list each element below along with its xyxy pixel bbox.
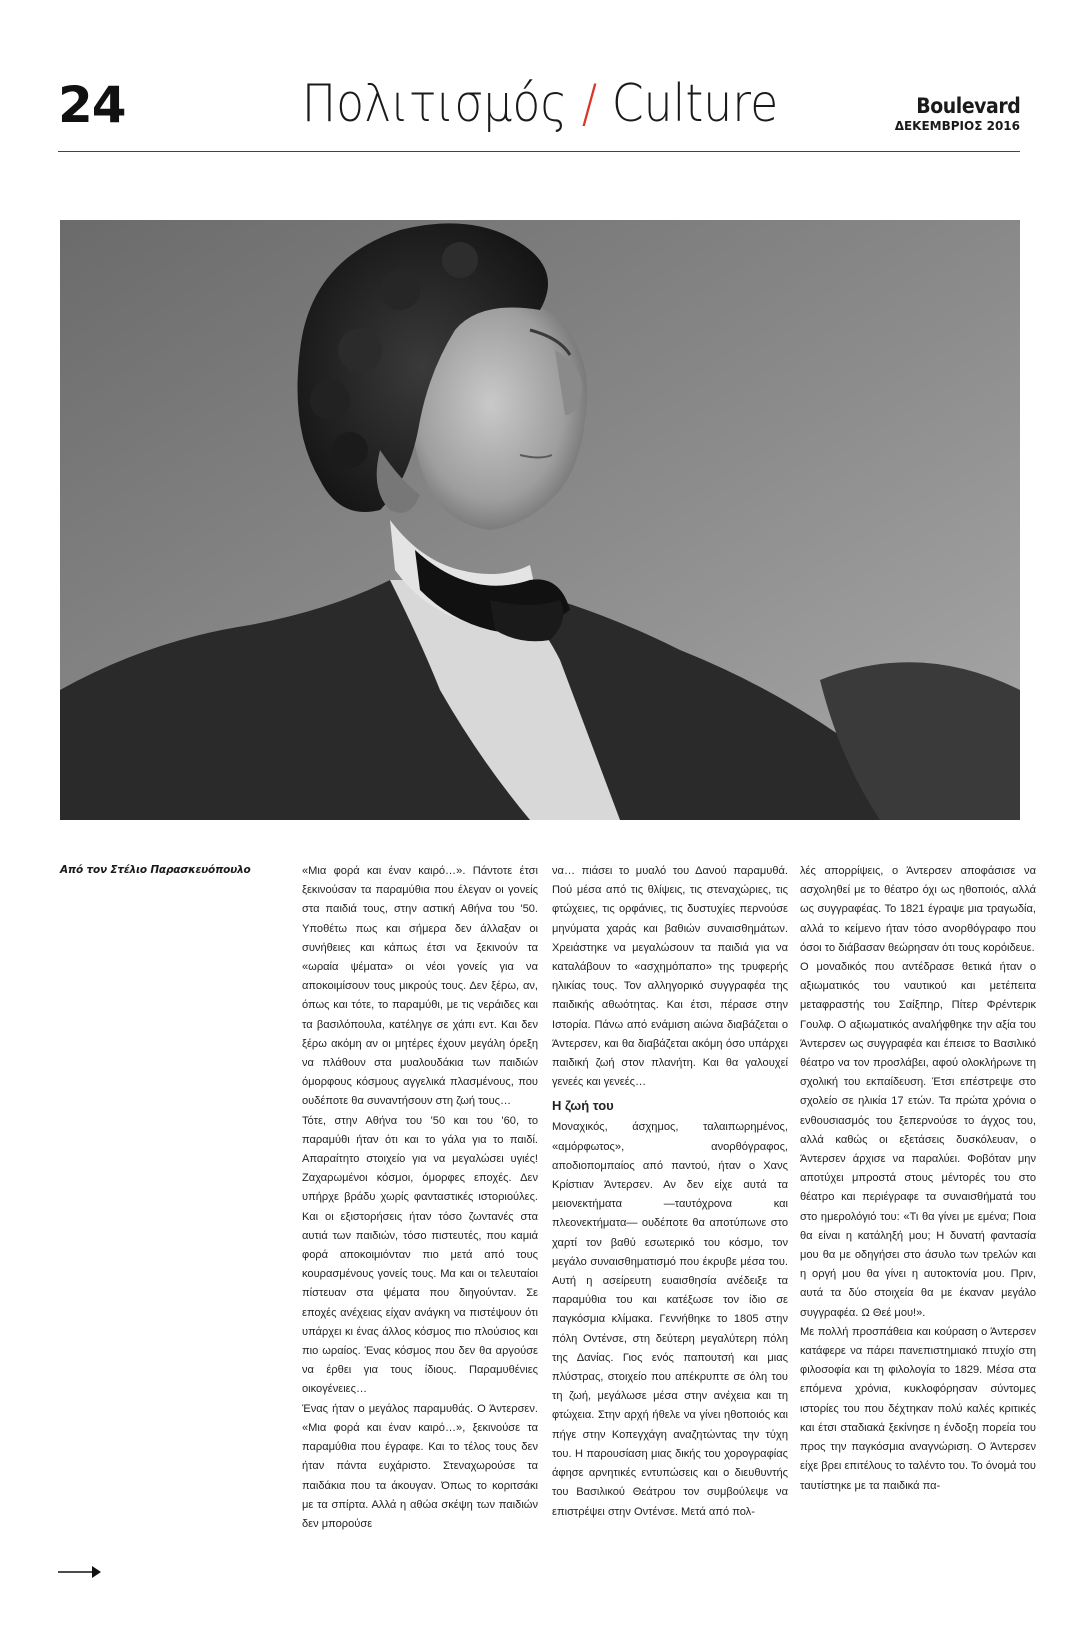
portrait-photo bbox=[60, 220, 1020, 820]
paragraph: να… πιάσει το μυαλό του Δανού παραμυθά. Πού μέσα από τις θλίψεις, τις στεναχώριες, τις φτώχειες, τις ορφάνιες, τις δυστυχίες περνούσε μηνύματα χαράς και βαθιών συναισθημάτων. Χρειάστηκε να μεγαλώσουν τα παιδιά για να καταλάβουν το «ασχημόπαπο» της τρυφερής ηλικίας τους. Τον αλληγορικό συγγραφέα της παιδικής αθωότητας. Και έτσι, πέρασε στην Ιστορία. Πάνω από ενάμιση αιώνα διαβάζεται ο Άντερσεν, και θα διαβάζεται ακόμη όσο υπάρχει παιδική ζωή στον πλανήτη. Και θα γαλουχεί γενεές και γενεές… bbox=[552, 865, 788, 1089]
header-rule bbox=[58, 151, 1020, 152]
issue-date: ΔΕΚΕΜΒΡΙΟΣ 2016 bbox=[894, 119, 1020, 133]
paragraph: Ένας ήταν ο μεγάλος παραμυθάς. Ο Άντερσεν. «Μια φορά και έναν καιρό…», ξεκινούσε τα παραμύθια που έγραφε. Και το τέλος τους δεν ήταν πάντα ευχάριστο. Στεναχωρούσε τα παιδάκια που τα άκουγαν. Όπως το κοριτσάκι με τα σπίρτα. Αλλά η αθώα σκέψη των παιδιών δεν μπορούσε bbox=[302, 1402, 538, 1530]
byline: Από τον Στέλιο Παρασκευόπουλο bbox=[60, 864, 251, 876]
section-title-separator: / bbox=[581, 74, 598, 134]
paragraph: Με πολλή προσπάθεια και κούραση ο Άντερσεν κατάφερε να πάρει πανεπιστημιακό πτυχίο στη φιλοσοφία και τη φιλολογία το 1829. Μέσα στα επόμενα χρόνια, κυκλοφόρησαν σύντομες ιστορίες του που δέχτηκαν πολύ καλές κριτικές και έτσι σταδιακά ξεκίνησε η ένδοξη πορεία του προς την παγκόσμια αναγνώριση. Ο Άντερσεν είχε βρει επιτέλους το ταλέντο του. Το όνομά του ταυτίστηκε με τα παιδικά πα- bbox=[800, 1325, 1036, 1492]
article-column-2 bbox=[552, 862, 788, 1597]
section-title-english: Culture bbox=[611, 74, 779, 134]
portrait-illustration bbox=[60, 220, 1020, 820]
paragraph: Ο μοναδικός που αντέδρασε θετικά ήταν ο αξιωματικός του ναυτικού και μετέπειτα μεταφραστής του Σαίξπηρ, Πίτερ Φρέντερικ Γουλφ. Ο αξιωματικός αναλήφθηκε την αξία του Άντερσεν ως συγγραφέα και έπεισε το Βασιλικό θέατρο να τον προσλάβει, αφού ολοκλήρωνε τη σχολική του εκπαίδευση. Έτσι επέστρεψε στο σχολείο σε ηλικία 17 ετών. Τα πρώτα χρόνια ο ενθουσιασμός του ξεπερνούσε το άγχος του, αλλά καθώς οι εξετάσεις δυσκόλευαν, ο Άντερσεν άρχισε να παραλύει. Φοβόταν μην αποτύχει μπροστά στους μέντορές του στο θέατρο και περιέγραφε τα συναισθήματά του στο ημερολόγιό του: «Τι θα γίνει με εμένα; Ποια θα είναι η κατάληξή μου; Η δυνατή φαντασία μου θα με οδηγήσει στο άσυλο των τρελών και η οργή μου θα γίνει η αυτοκτονία μου. Πριν, αυτά τα δύο στοιχεία θα με έκαναν μεγάλο συγγραφέα. Ω Θεέ μου!». bbox=[800, 961, 1036, 1319]
paragraph: λές απορρίψεις, ο Άντερσεν αποφάσισε να ασχοληθεί με το θέατρο όχι ως ηθοποιός, αλλά ως συγγραφέας. Το 1821 έγραψε μια τραγωδία, αλλά το κείμενο ήταν τόσο ανορθόγραφο που όσοι το διάβασαν θεώρησαν ότι τους κορόιδευε. bbox=[800, 865, 1036, 954]
subheading: Η ζωή του bbox=[552, 1098, 614, 1114]
article-column-3 bbox=[800, 862, 1036, 1597]
masthead bbox=[895, 96, 1020, 132]
continue-arrow-icon bbox=[58, 1565, 102, 1584]
paragraph: «Μια φορά και έναν καιρό…». Πάντοτε έτσι ξεκινούσαν τα παραμύθια που έλεγαν οι γονείς στα παιδιά τους, στην αστική Αθήνα του '50. Υποθέτω πως και σήμερα δεν άλλαξαν οι συνήθειες και κάπως έτσι να ξεκινούν τα «ωραία ψέματα» οι νέοι γονείς για να αποκοιμίσουν τους μικρούς τους. Δεν ξέρω, αν, όπως και τότε, το παραμύθι, με τις νεράιδες και τα βασιλόπουλα, κατέληγε σε χάπι εντ. Και δεν ξέρω ακόμη αν οι μητέρες έχουν μεγάλη όρεξη να πλάθουν στα μυαλουδάκια των παιδιών όμορφους κόσμους αγγελικά πλασμένους, που ουδέποτε θα συναντήσουν στη ζωή τους… bbox=[302, 865, 538, 1108]
section-title-greek: Πολιτισμός bbox=[301, 74, 568, 134]
section-title bbox=[65, 74, 1015, 134]
paragraph: Τότε, στην Αθήνα του '50 και του '60, το παραμύθι ήταν ότι και το γάλα για το παιδί. Απαραίτητο στοιχείο για να μεγαλώσει υγιές! Ζαχαρωμένοι κόσμοι, όμορφες εποχές. Δεν υπήρχε βράδυ χωρίς φανταστικές ιστοριούλες. Και οι εξιστορήσεις ήταν τόσο ζωντανές στα αυτιά των παιδιών, τόσο πιστευτές, που καμιά φορά αποκοιμιόνταν πιο μετά από τους κουρασμένους γονείς τους. Μα και οι τελευταίοι πίστευαν στα ψέματα που διηγούνταν. Σε εποχές ανέχειας είχαν ανάγκη να πιστέψουν ότι υπάρχει κι ένας άλλος κόσμος πιο πλούσιος και πιο ωραίος. Ένας κόσμος που δεν θα αργούσε να έρθει για τους ίδιους. Παραμυθένιες οικογένειες… bbox=[302, 1114, 538, 1396]
brand-logo: Boulevard bbox=[915, 94, 1020, 118]
article-column-1 bbox=[302, 862, 538, 1597]
page-number: 24 bbox=[58, 76, 126, 134]
paragraph: Μοναχικός, άσχημος, ταλαιπωρημένος, «αμόρφωτος», ανορθόγραφος, αποδιοπομπαίος από παντού, ήταν ο Χανς Κρίστιαν Άντερσεν. Αν δεν είχε αυτά τα μειονεκτήματα —ταυτόχρονα και πλεονεκτήματα— ουδέποτε θα αποτύπωνε στο χαρτί τον βαθύ εσωτερικό του κόσμο, τον μεγάλο συναισθηματισμό που έκρυβε μέσα του. Αυτή η ασείρευτη ευαισθησία ανέδειξε τα παραμύθια του και κατέξωσε τον ίδιο σε παγκόσμια κλίμακα. Γεννήθηκε το 1805 στην πόλη Οντένσε, στη δεύτερη μεγαλύτερη πόλη της Δανίας. Γιος ενός παπουτσή και μιας πλύστρας, στοιχείο που απέκρυπτε σε όλη του τη ζωή, μεγάλωσε μέσα στην ανέχεια και τη φτώχεια. Στην αρχή ήθελε να γίνει ηθοποιός και πήγε στην Κοπεγχάγη αναζητώντας την τύχη του. Η παρουσίαση μιας δικής του χορογραφίας άφησε αρνητικές εντυπώσεις και ο διευθυντής του Βασιλικού Θεάτρου τον συμβούλεψε να επιστρέψει στην Οντένσε. Μετά από πολ- bbox=[552, 1121, 788, 1518]
